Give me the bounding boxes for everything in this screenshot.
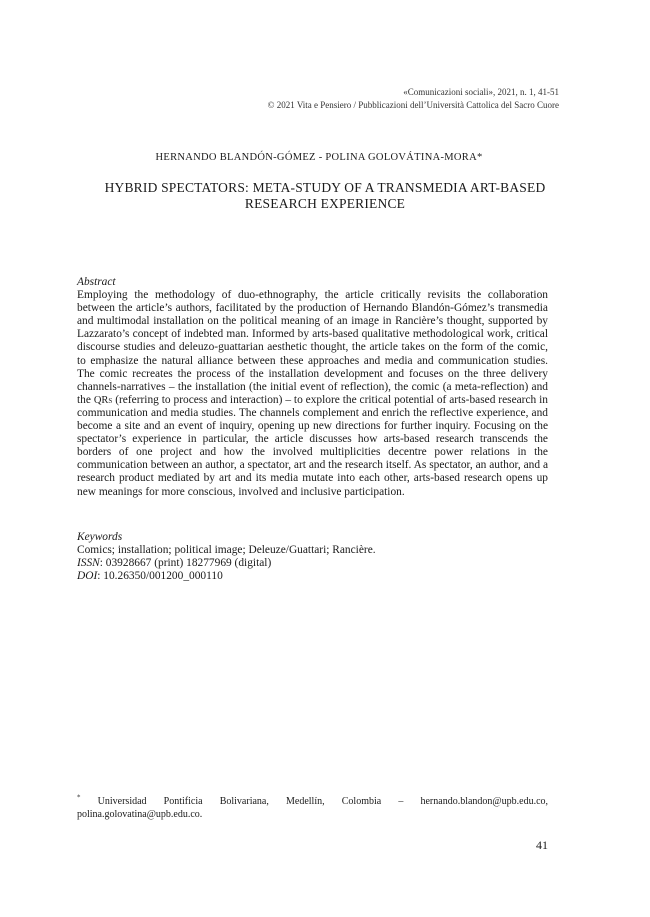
keywords-section bbox=[77, 531, 548, 583]
author-footnote bbox=[77, 795, 548, 822]
title-line-2: RESEARCH EXPERIENCE bbox=[244, 196, 406, 211]
authors bbox=[0, 152, 650, 163]
page-number: 41 bbox=[536, 838, 548, 852]
title-line-1: HYBRID SPECTATORS: META-STUDY OF A TRANSMEDIA ART-BASED bbox=[104, 180, 546, 195]
author-names: HERNANDO BLANDÓN-GÓMEZ - POLINA GOLOVÁTINA-MORA* bbox=[155, 152, 483, 163]
abstract-label: Abstract bbox=[77, 276, 116, 288]
footnote-text: Universidad Pontificia Bolivariana, Medellín, Colombia – hernando.blandon@upb.edu.co, polina.golovatina@upb.edu.co. bbox=[77, 796, 549, 821]
doi-label: DOI bbox=[77, 570, 98, 583]
doi-line[interactable] bbox=[77, 570, 548, 583]
journal-citation: «Comunicazioni sociali», 2021, n. 1, 41-51 bbox=[403, 87, 559, 97]
keywords-label: Keywords bbox=[77, 531, 123, 543]
abstract-text bbox=[77, 289, 548, 499]
abstract-section bbox=[77, 276, 548, 499]
footnote-marker: * bbox=[77, 793, 81, 802]
abstract-text-part-1: Employing the methodology of duo-ethnography, the article critically revisits the collaboration between the article’s authors, facilitated by the production of Hernando Blandón-Gómez’s transmedia and multimodal installation on the political meaning of an image in Rancière’s thought, supported by Lazzarato’s concept of indebted man. Informed by arts-based qualitative methodological work, critical discourse studies and deleuzo-guattarian aesthetic thought, the article takes on the form of the comic, to emphasize the natural alliance between these approaches and media and communication studies. The comic recreates the process of the installation development and focuses on the three delivery channels-narratives – the installation (the initial event of reflection), the comic (a meta-reflection) and the bbox=[77, 289, 548, 406]
doi-value[interactable]: : 10.26350/001200_000110 bbox=[97, 570, 223, 583]
issn-value: : 03928667 (print) 18277969 (digital) bbox=[99, 557, 272, 570]
article-title bbox=[70, 180, 580, 212]
copyright-line: © 2021 Vita e Pensiero / Pubblicazioni dell’Università Cattolica del Sacro Cuore bbox=[267, 100, 559, 110]
qrs-term: QRs bbox=[93, 394, 113, 406]
journal-reference bbox=[268, 86, 559, 112]
issn-line bbox=[77, 557, 548, 570]
issn-label: ISSN bbox=[77, 557, 100, 570]
keywords-list: Comics; installation; political image; Deleuze/Guattari; Rancière. bbox=[77, 544, 376, 557]
abstract-text-part-2: (referring to process and interaction) – to explore the critical potential of arts-based research in communication and media studies. The channels complement and enrich the reflective experience, and become a site and an event of inquiry, opening up new directions for further inquiry. Focusing on the spectator’s experience in particular, the article discusses how arts-based research transcends the borders of one project and how the involved multiplicities decentre power relations in the communication between an author, a spectator, art and the research itself. As spectator, an author, and a research product mediated by art and its media mutate into each other, arts-based research opens up new meanings for more conscious, involved and inclusive participation. bbox=[77, 393, 548, 498]
